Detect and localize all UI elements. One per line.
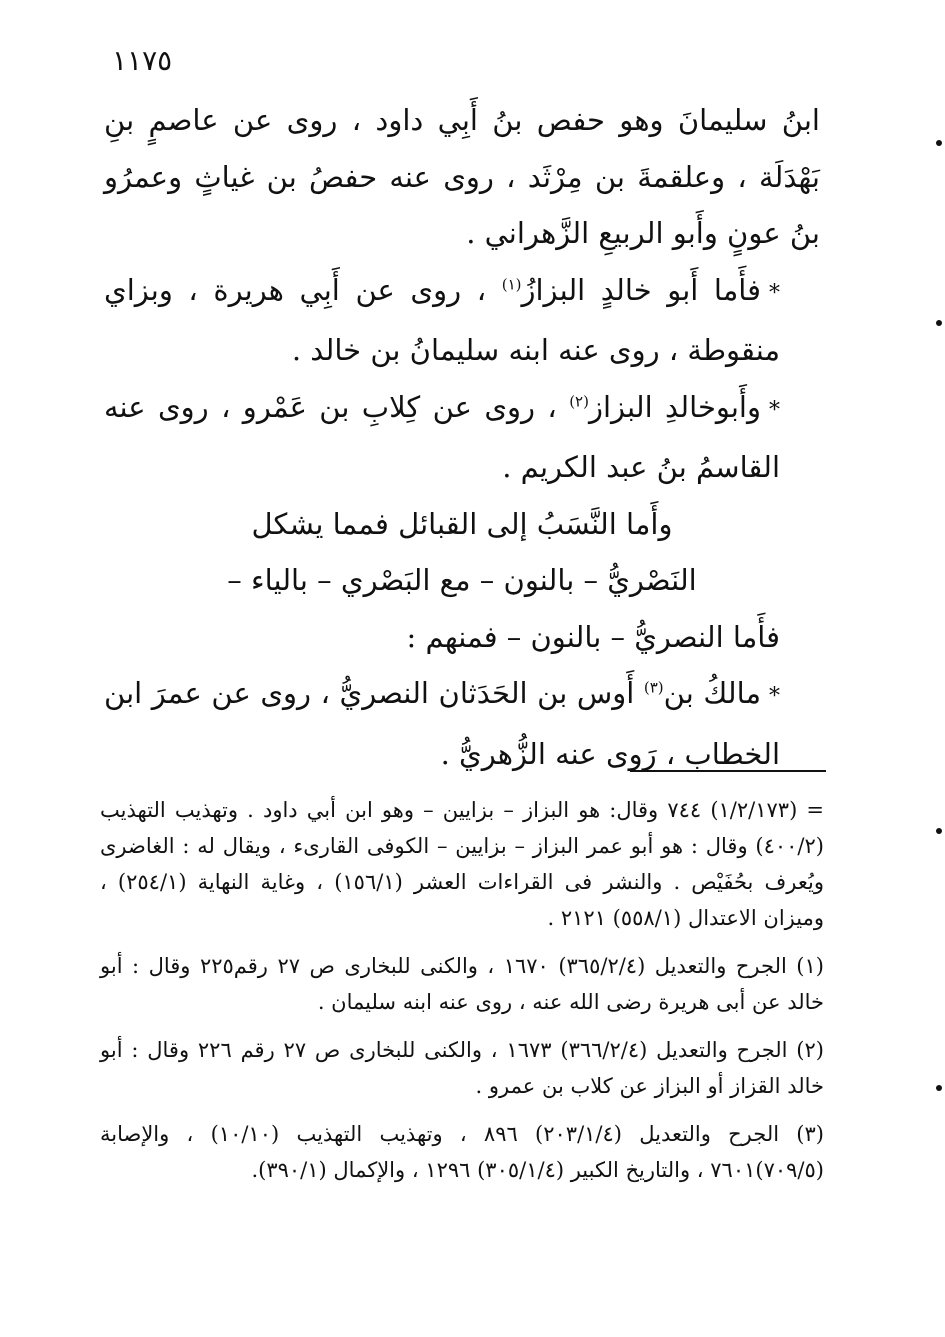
footnote-ref-3: (٣) [643,678,664,697]
footnote-ref-1: (١) [501,274,522,293]
paragraph-text: فأَما أَبو خالدٍ البزازُ [521,272,762,307]
footnote-continuation: = (١/٢/١٧٣) ٧٤٤ وقال: هو البزاز – بزايين – وهو ابن أبي داود . وتهذيب التهذيب (٤٠٠/٢) وقال : هو أبو عمر البزاز – بزايين – الكوفى القارىء ، ويقال له : الغاضرى ويُعرف بحُفَيْص . والنشر فى القراءات العشر (١٥٦/١) ، وغاية النهاية (٢٥٤/١) ، وميزان الاعتدال (٥٥٨/١) ٢١٢١ . [100,798,825,930]
paragraph-text: ، روى عن أَبِي هريرة ، وبزاي منقوطة ، روى عنه ابنه سليمانُ بن خالد . [104,272,780,367]
footnote-ref-2: (٢) [569,391,589,410]
paragraph-abu-khalid-2 [104,379,820,496]
star-marker: * [769,280,781,306]
footnote-separator [630,770,826,772]
paragraph-text: وأَبوخالدِ البزاز [588,389,761,424]
margin-mark [936,140,942,146]
margin-mark [936,320,942,326]
paragraph-abu-khalid-1 [104,262,820,379]
paragraph-nasri-intro: فأَما النصريُّ – بالنون – فمنهم : [406,619,780,654]
footnotes [100,792,824,1188]
paragraph-text: مالكُ بن [663,676,762,710]
margin-mark [936,828,942,834]
footnote-1: (١) الجرح والتعديل (٣٦٥/٢/٤) ١٦٧٠ ، والكنى للبخارى ص ٢٧ رقم٢٢٥ وقال : أبو خالد عن أبى هريرة رضى الله عنه ، روى عنه ابنه سليمان . [100,954,824,1014]
section-heading: وأَما النَّسَبُ إلى القبائل فمما يشكل [251,506,673,541]
footnote-3: (٣) الجرح والتعديل (٢٠٣/١/٤) ٨٩٦ ، وتهذيب التهذيب (١٠/١٠) ، والإصابة (٧٠٩/٥)٧٦٠١ ، والتاريخ الكبير (٣٠٥/١/٤) ١٢٩٦ ، والإكمال (٣٩٠/١). [100,1122,824,1182]
footnote-2: (٢) الجرح والتعديل (٣٦٦/٢/٤) ١٦٧٣ ، والكنى للبخارى ص ٢٧ رقم ٢٢٦ وقال : أبو خالد القزاز أو البزاز عن كلاب بن عمرو . [100,1038,824,1098]
paragraph-text: ، روى عن كِلابِ بن عَمْرو ، روى عنه القاسمُ بنُ عبد الكريم . [104,389,780,484]
main-text [104,92,820,782]
margin-mark [936,1085,942,1091]
page-number: ١١٧٥ [112,44,173,77]
star-marker: * [769,397,780,423]
paragraph-text: أَوس بن الحَدَثان النصريُّ ، روى عن عمرَ ابن الخطاب ، رَوى عنه الزُّهريُّ . [104,676,780,771]
star-marker: * [769,684,781,709]
paragraph-malik [104,665,820,782]
section-subheading: النَصْريُّ – بالنون – مع البَصْري – بالياء – [227,563,697,597]
paragraph-hafs: ابنُ سليمانَ وهو حفص بنُ أَبِي داود ، روى عن عاصمٍ بنِ بَهْدَلَة ، وعلقمةَ بن مِرْثَد ، روى عنه حفصُ بن غياثٍ وعمرُو بنُ عونٍ وأَبو الربيعِ الزَّهراني . [104,103,820,250]
